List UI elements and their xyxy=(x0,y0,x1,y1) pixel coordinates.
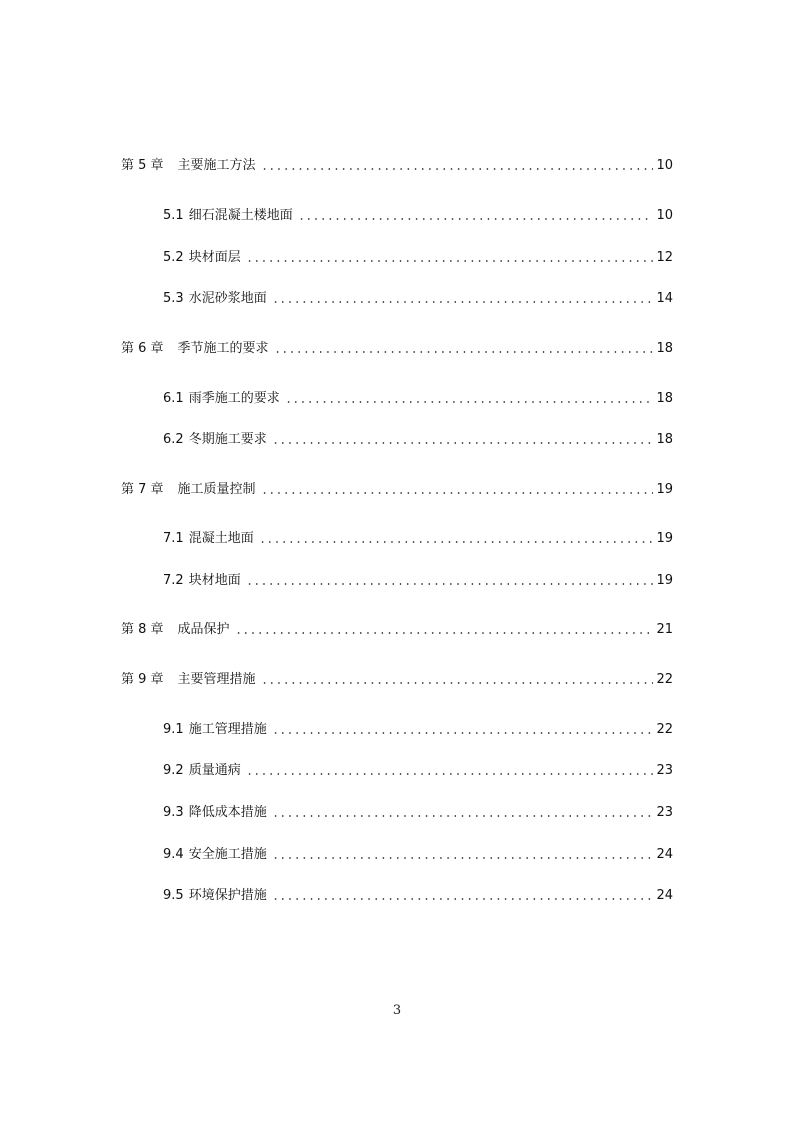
toc-entry-number: 5.3 xyxy=(163,291,184,306)
toc-dot-leader xyxy=(272,442,654,444)
toc-entry-title: 安全施工措施 xyxy=(188,847,267,862)
toc-entry-page: 22 xyxy=(656,672,673,687)
toc-chapter-entry[interactable] xyxy=(121,480,673,498)
toc-dot-leader xyxy=(272,301,654,303)
toc-entry-page: 23 xyxy=(656,763,673,778)
toc-entry-page: 21 xyxy=(656,622,673,637)
toc-chapter-entry[interactable] xyxy=(121,156,673,174)
toc-dot-leader xyxy=(272,732,654,734)
toc-section-entry[interactable] xyxy=(163,803,673,821)
toc-entry-page: 24 xyxy=(656,847,673,862)
toc-dot-leader xyxy=(246,583,654,585)
toc-entry-title: 冬期施工要求 xyxy=(188,432,267,447)
toc-entry-page: 19 xyxy=(656,573,673,588)
toc-entry-title: 主要施工方法 xyxy=(177,158,256,173)
toc-section-entry[interactable] xyxy=(163,389,673,407)
toc-chapter-entry[interactable] xyxy=(121,339,673,357)
toc-entry-title: 降低成本措施 xyxy=(188,805,267,820)
toc-entry-page: 23 xyxy=(656,805,673,820)
toc-dot-leader xyxy=(246,773,654,775)
toc-dot-leader xyxy=(272,898,654,900)
toc-entry-title: 水泥砂浆地面 xyxy=(188,291,267,306)
toc-dot-leader xyxy=(272,857,654,859)
toc-entry-page: 14 xyxy=(656,291,673,306)
toc-entry-page: 18 xyxy=(656,391,673,406)
toc-dot-leader xyxy=(272,815,654,817)
toc-section-entry[interactable] xyxy=(163,571,673,589)
toc-entry-page: 19 xyxy=(656,482,673,497)
toc-entry-number: 7.1 xyxy=(163,531,184,546)
toc-section-entry[interactable] xyxy=(163,886,673,904)
toc-entry-page: 10 xyxy=(656,158,673,173)
toc-entry-title: 成品保护 xyxy=(177,622,230,637)
toc-entry-number: 7.2 xyxy=(163,573,184,588)
toc-dot-leader xyxy=(274,351,654,353)
toc-dot-leader xyxy=(235,632,654,634)
toc-entry-number: 9.4 xyxy=(163,847,184,862)
toc-chapter-entry[interactable] xyxy=(121,670,673,688)
toc-entry-number: 9.5 xyxy=(163,888,184,903)
toc-dot-leader xyxy=(261,492,654,494)
toc-entry-number: 9.1 xyxy=(163,722,184,737)
toc-dot-leader xyxy=(298,218,654,220)
toc-section-entry[interactable] xyxy=(163,845,673,863)
toc-entry-page: 22 xyxy=(656,722,673,737)
toc-entry-title: 环境保护措施 xyxy=(188,888,267,903)
toc-entry-page: 10 xyxy=(656,208,673,223)
toc-dot-leader xyxy=(246,260,654,262)
toc-entry-number: 第 9 章 xyxy=(121,672,164,687)
toc-entry-title: 主要管理措施 xyxy=(177,672,256,687)
toc-section-entry[interactable] xyxy=(163,430,673,448)
toc-section-entry[interactable] xyxy=(163,720,673,738)
toc-entry-number: 6.2 xyxy=(163,432,184,447)
toc-entry-title: 质量通病 xyxy=(188,763,241,778)
toc-section-entry[interactable] xyxy=(163,761,673,779)
toc-entry-number: 第 7 章 xyxy=(121,482,164,497)
toc-entry-page: 19 xyxy=(656,531,673,546)
toc-section-entry[interactable] xyxy=(163,529,673,547)
toc-entry-number: 第 8 章 xyxy=(121,622,164,637)
toc-entry-number: 第 6 章 xyxy=(121,341,164,356)
toc-entry-title: 块材地面 xyxy=(188,573,241,588)
toc-section-entry[interactable] xyxy=(163,206,673,224)
toc-entry-title: 季节施工的要求 xyxy=(177,341,269,356)
toc-entry-number: 9.2 xyxy=(163,763,184,778)
toc-entry-title: 细石混凝土楼地面 xyxy=(188,208,293,223)
toc-chapter-entry[interactable] xyxy=(121,620,673,638)
toc-entry-number: 9.3 xyxy=(163,805,184,820)
toc-entry-number: 第 5 章 xyxy=(121,158,164,173)
toc-dot-leader xyxy=(261,168,654,170)
toc-entry-title: 块材面层 xyxy=(188,250,241,265)
toc-entry-page: 18 xyxy=(656,432,673,447)
toc-dot-leader xyxy=(285,401,654,403)
toc-entry-number: 5.2 xyxy=(163,250,184,265)
toc-entry-title: 雨季施工的要求 xyxy=(188,391,280,406)
toc-entry-page: 24 xyxy=(656,888,673,903)
toc-entry-number: 6.1 xyxy=(163,391,184,406)
toc-entry-number: 5.1 xyxy=(163,208,184,223)
toc-entry-title: 施工管理措施 xyxy=(188,722,267,737)
toc-entry-page: 18 xyxy=(656,341,673,356)
page-number: 3 xyxy=(392,1003,402,1018)
toc-entry-page: 12 xyxy=(656,250,673,265)
toc-section-entry[interactable] xyxy=(163,248,673,266)
toc-dot-leader xyxy=(261,682,654,684)
toc-entry-title: 混凝土地面 xyxy=(188,531,254,546)
toc-dot-leader xyxy=(259,541,654,543)
toc-entry-title: 施工质量控制 xyxy=(177,482,256,497)
toc-section-entry[interactable] xyxy=(163,289,673,307)
